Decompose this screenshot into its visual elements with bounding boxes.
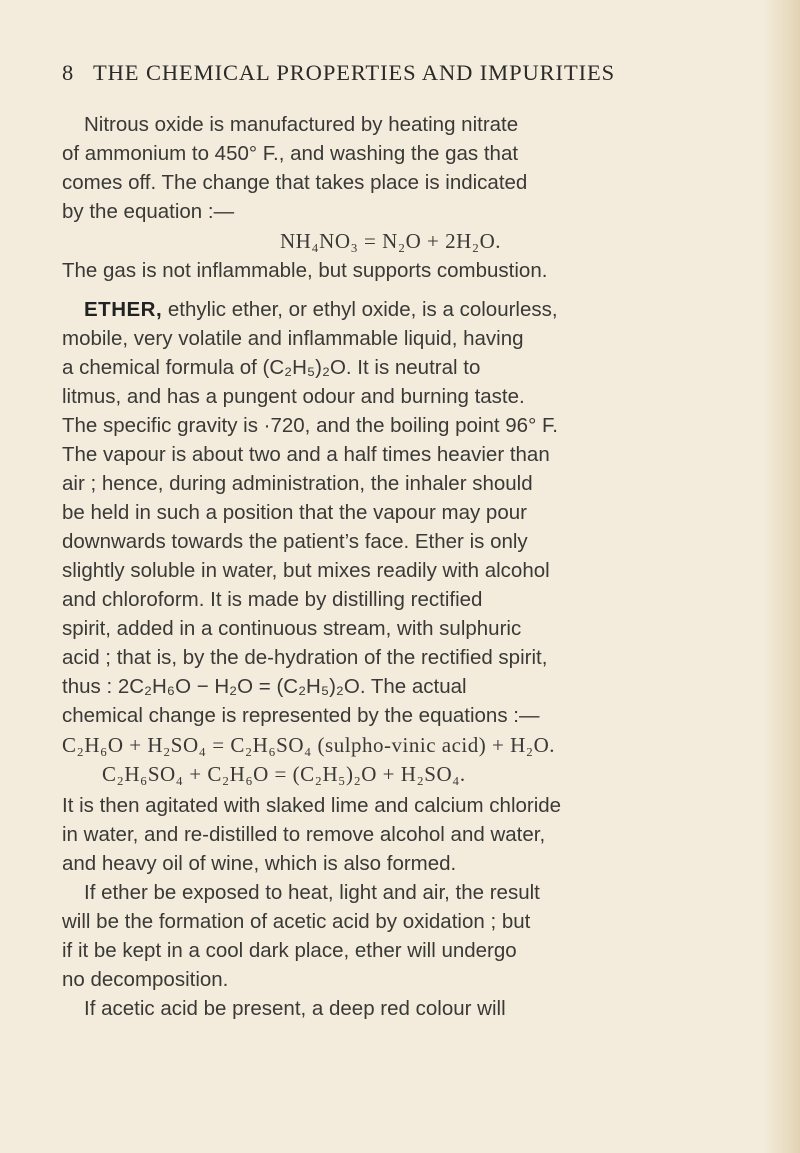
text-line: in water, and re-distilled to remove alcohol and water,	[62, 823, 546, 846]
text-line: Nitrous oxide is manufactured by heating nitrate	[84, 113, 519, 136]
text-line: The gas is not inflammable, but supports combustion.	[62, 259, 548, 282]
text-line: ethylic ether, or ethyl oxide, is a colourless,	[167, 298, 558, 321]
equation-sulpho-vinic: C₂H₆O + H₂SO₄ = C₂H₆SO₄ (sulpho-vinic acid) + H₂O.	[62, 733, 555, 757]
text-line: downwards towards the patient’s face. Ether is only	[62, 530, 528, 553]
text-line: It is then agitated with slaked lime and calcium chloride	[62, 794, 562, 817]
running-header	[62, 60, 762, 90]
text-line: thus : 2C₂H₆O − H₂O = (C₂H₅)₂O. The actual	[62, 675, 467, 698]
page-edge-shadow	[762, 0, 800, 1153]
text-line: and chloroform. It is made by distilling rectified	[62, 588, 483, 611]
text-line: mobile, very volatile and inflammable liquid, having	[62, 327, 524, 350]
text-line: a chemical formula of (C₂H₅)₂O. It is neutral to	[62, 356, 481, 379]
text-line: The vapour is about two and a half times heavier than	[62, 443, 550, 466]
running-title: THE CHEMICAL PROPERTIES AND IMPURITIES	[93, 60, 616, 85]
equation-ether-formation: C₂H₆SO₄ + C₂H₆O = (C₂H₅)₂O + H₂SO₄.	[102, 762, 466, 786]
section-keyword-ether: ETHER,	[84, 298, 163, 321]
text-line: air ; hence, during administration, the inhaler should	[62, 472, 533, 495]
text-line: The specific gravity is ·720, and the boiling point 96° F.	[62, 414, 558, 437]
text-line: and heavy oil of wine, which is also formed.	[62, 852, 457, 875]
text-line: chemical change is represented by the equations :—	[62, 704, 540, 727]
text-line: spirit, added in a continuous stream, with sulphuric	[62, 617, 522, 640]
text-line: If acetic acid be present, a deep red colour will	[84, 997, 506, 1020]
text-line: acid ; that is, by the de-hydration of the rectified spirit,	[62, 646, 548, 669]
equation-ammonium-nitrate: NH₄NO₃ = N₂O + 2H₂O.	[280, 229, 502, 253]
text-line: by the equation :—	[62, 200, 235, 223]
text-line: If ether be exposed to heat, light and air, the result	[84, 881, 540, 904]
text-line: litmus, and has a pungent odour and burning taste.	[62, 385, 525, 408]
text-line: if it be kept in a cool dark place, ether will undergo	[62, 939, 517, 962]
page-number: 8	[62, 60, 75, 85]
paragraph-start-ether	[84, 297, 558, 323]
text-line: be held in such a position that the vapour may pour	[62, 501, 527, 524]
text-line: of ammonium to 450° F., and washing the gas that	[62, 142, 519, 165]
text-line: will be the formation of acetic acid by oxidation ; but	[62, 910, 531, 933]
text-line: comes off. The change that takes place is indicated	[62, 171, 528, 194]
text-line: no decomposition.	[62, 968, 229, 991]
text-line: slightly soluble in water, but mixes readily with alcohol	[62, 559, 550, 582]
